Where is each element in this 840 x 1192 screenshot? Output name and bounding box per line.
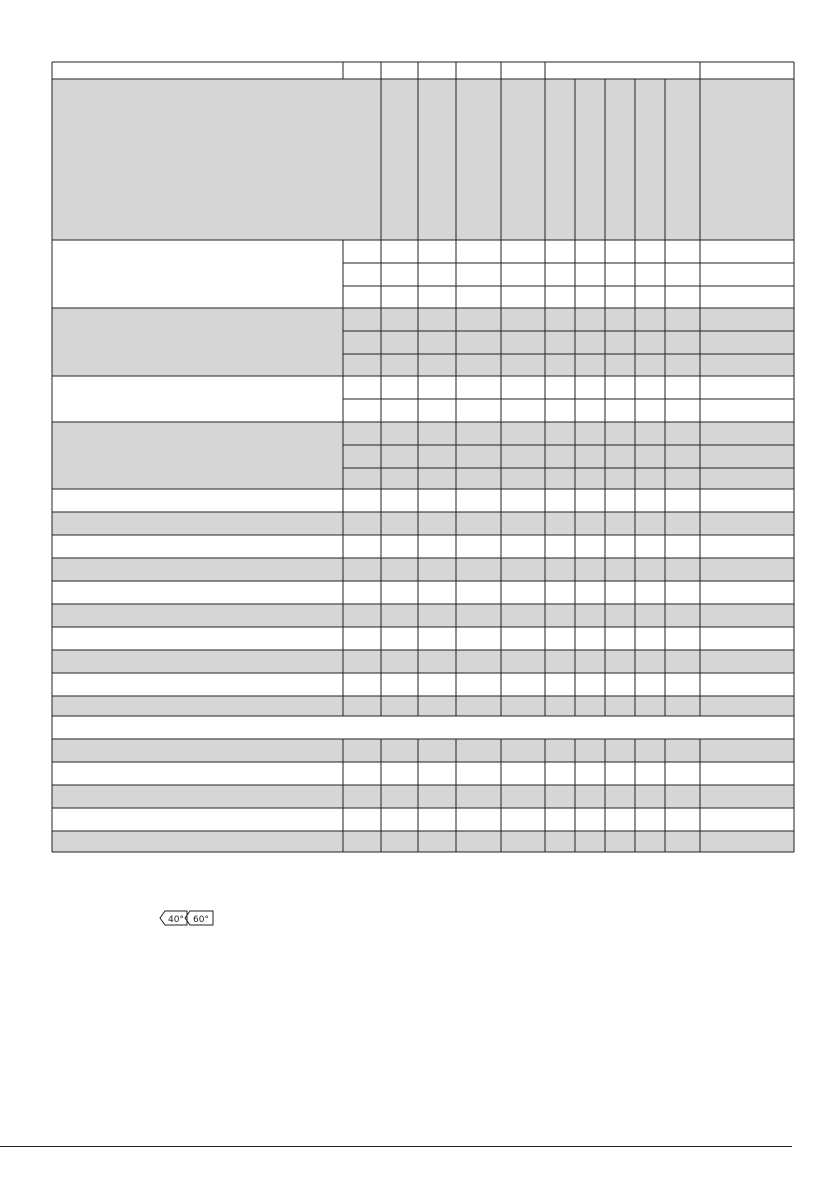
row-shade (52, 512, 794, 535)
temperature-label-60: 60° (193, 915, 209, 925)
row-shade (52, 739, 794, 762)
header-row-shade (52, 79, 794, 240)
row-shade (52, 696, 794, 716)
row-shade (52, 558, 794, 581)
row-shade (52, 422, 794, 489)
row-shade (52, 831, 794, 852)
page-footer-rule (0, 1146, 792, 1147)
row-shade (52, 604, 794, 627)
row-shade (52, 650, 794, 673)
row-shade (52, 785, 794, 808)
row-shade (52, 308, 794, 376)
temperature-label-40: 40° (168, 915, 184, 925)
